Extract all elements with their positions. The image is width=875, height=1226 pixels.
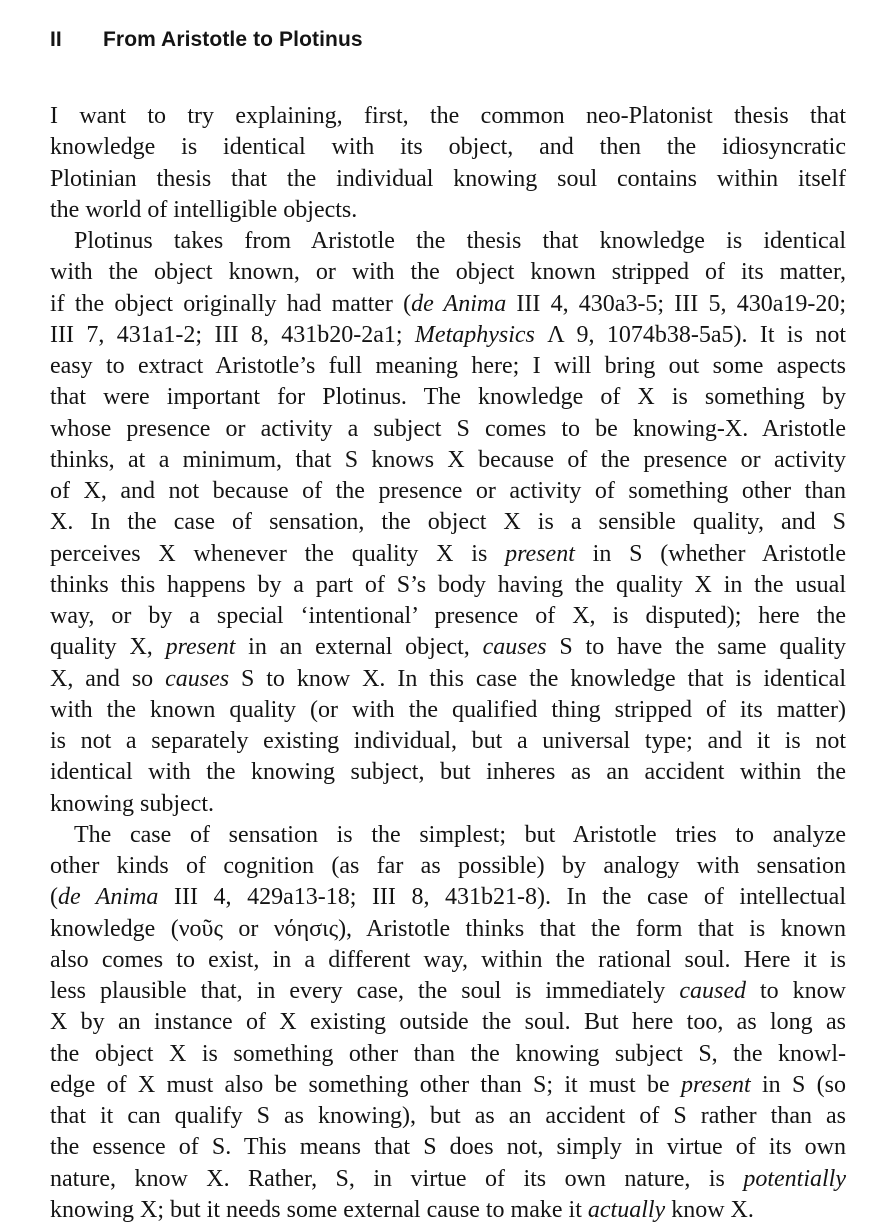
text-line: edge of X must also be something other than S; it must be present in S (so [50, 1071, 846, 1098]
text-line: X, and so causes S to know X. In this case the knowledge that is identical [50, 665, 846, 692]
paragraph [50, 226, 846, 820]
text-line: the world of intelligible objects. [50, 196, 358, 223]
text-line: if the object originally had matter (de Anima III 4, 430a3-5; III 5, 430a19-20; [50, 290, 846, 317]
paragraph-list [50, 101, 846, 1226]
text-line: I want to try explaining, first, the common neo-Platonist thesis that [50, 103, 846, 129]
text-line: way, or by a special ‘intentional’ presence of X, is disputed); here the [50, 603, 846, 629]
text-line: the object X is something other than the knowing subject S, the knowl- [50, 1040, 846, 1067]
text-line: (de Anima III 4, 429a13-18; III 8, 431b21-8). In the case of intellectual [50, 884, 846, 911]
text-line: less plausible that, in every case, the soul is immediately caused to know [50, 978, 847, 1004]
text-line: perceives X whenever the quality X is present in S (whether Aristotle [50, 540, 846, 567]
paragraph [50, 101, 846, 226]
text-line: knowledge (νοῦς or νόησις), Aristotle thinks that the form that is known [50, 915, 846, 942]
text-line: knowing X; but it needs some external cause to make it actually know X. [50, 1196, 754, 1223]
text-line: Plotinian thesis that the individual knowing soul contains within itself [50, 165, 846, 192]
text-line: knowing subject. [50, 790, 214, 817]
text-line: whose presence or activity a subject S comes to be knowing-X. Aristotle [50, 415, 846, 442]
text-line: that were important for Plotinus. The knowledge of X is something by [50, 384, 846, 411]
paragraph [50, 820, 846, 1226]
text-line: with the object known, or with the object known stripped of its matter, [50, 259, 846, 286]
text-line: is not a separately existing individual, but a universal type; and it is not [50, 728, 846, 754]
section-title: From Aristotle to Plotinus [103, 28, 363, 51]
text-line: X. In the case of sensation, the object X is a sensible quality, and S [50, 509, 846, 536]
text-line: knowledge is identical with its object, and then the idiosyncratic [50, 134, 846, 161]
text-line: thinks this happens by a part of S’s body having the quality X in the usual [50, 571, 846, 598]
text-line: that it can qualify S as knowing), but as an accident of S rather than as [50, 1103, 846, 1129]
book-page [50, 0, 847, 1223]
section-number: II [50, 28, 62, 51]
text-line: The case of sensation is the simplest; but Aristotle tries to analyze [74, 821, 846, 848]
text-line: also comes to exist, in a different way, within the rational soul. Here it is [50, 946, 846, 973]
text-line: with the known quality (or with the qualified thing stripped of its matter) [50, 696, 846, 723]
text-line: nature, know X. Rather, S, in virtue of its own nature, is potentially [50, 1165, 846, 1192]
text-line: quality X, present in an external object, causes S to have the same quality [50, 634, 846, 661]
text-line: X by an instance of X existing outside the soul. But here too, as long as [50, 1009, 846, 1036]
text-line: other kinds of cognition (as far as possible) by analogy with sensation [50, 853, 846, 879]
text-line: easy to extract Aristotle’s full meaning here; I will bring out some aspects [50, 353, 846, 379]
section-heading [50, 28, 363, 52]
text-line: identical with the knowing subject, but inheres as an accident within the [50, 759, 846, 786]
text-line: III 7, 431a1-2; III 8, 431b20-2a1; Metaphysics Λ 9, 1074b38-5a5). It is not [50, 321, 846, 348]
text-line: thinks, at a minimum, that S knows X because of the presence or activity [50, 446, 846, 473]
text-line: the essence of S. This means that S does not, simply in virtue of its own [50, 1134, 846, 1161]
body-text [50, 101, 846, 1226]
text-line: of X, and not because of the presence or activity of something other than [50, 478, 846, 504]
text-line: Plotinus takes from Aristotle the thesis that knowledge is identical [74, 228, 846, 254]
